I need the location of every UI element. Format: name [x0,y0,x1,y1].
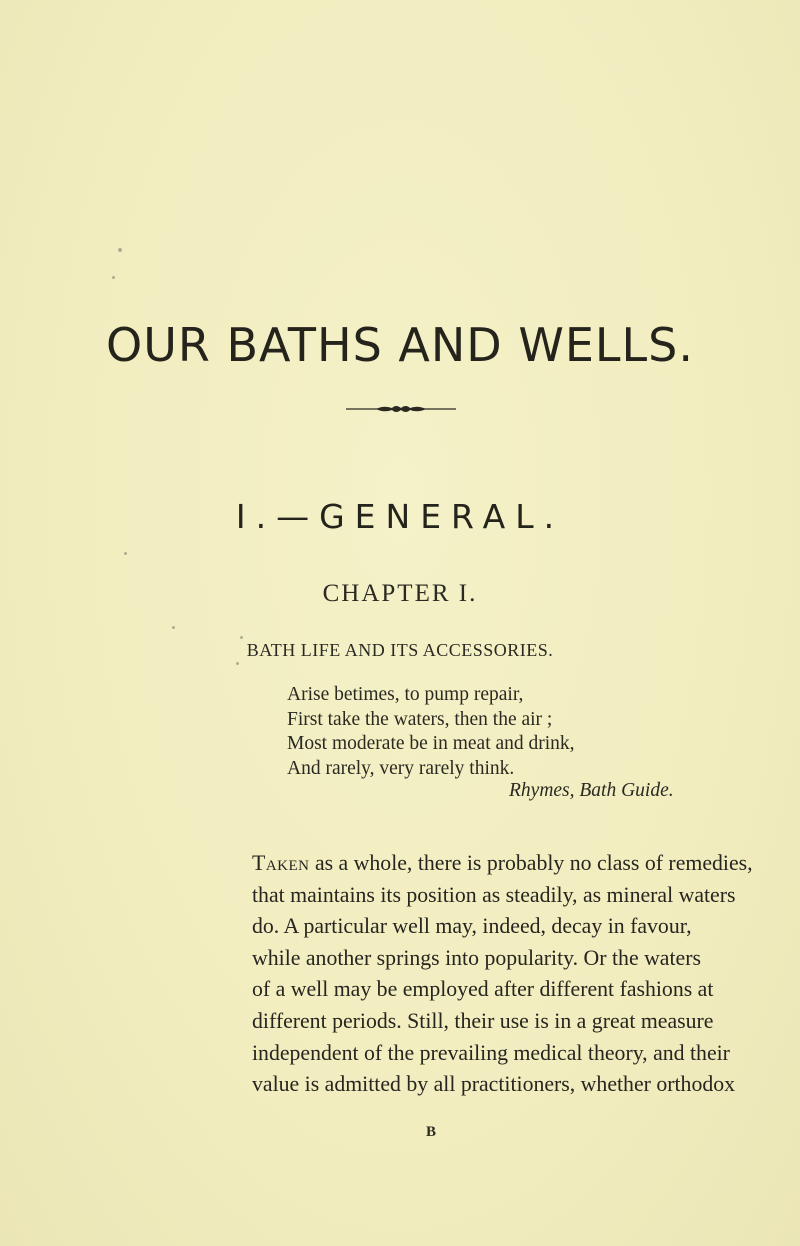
body-line: that maintains its position as steadily, as mineral waters [252,882,736,907]
body-line-text: as a whole, there is probably no class of remedies, [314,851,753,875]
epigraph [287,683,575,781]
epigraph-line: And rarely, very rarely think. [287,757,515,779]
paper-speck [236,662,239,665]
body-line: while another springs into popularity. Or the waters [252,945,701,970]
chapter-heading: CHAPTER I. [322,580,478,607]
signature-mark: B [426,1124,437,1140]
epigraph-source: Rhymes, Bath Guide. [509,780,674,801]
epigraph-line: Most moderate be in meat and drink, [287,733,575,754]
body-paragraph [252,848,753,1101]
paper-speck [118,248,122,252]
opening-word: Taken [252,851,310,875]
part-heading: I.—GENERAL. [235,497,565,536]
body-line: value is admitted by all practitioners, whether orthodox [252,1072,736,1097]
body-line: independent of the prevailing medical theory, and their [252,1040,730,1065]
paper-speck [240,636,243,639]
book-title: OUR BATHS AND WELLS. [106,318,694,372]
paper-speck [124,552,127,555]
body-line: do. A particular well may, indeed, decay in favour, [252,914,692,939]
body-line [252,848,753,880]
epigraph-line: Arise betimes, to pump repair, [287,684,524,705]
body-line: different periods. Still, their use is in a great measure [252,1008,714,1033]
ornament-divider [346,403,456,415]
paper-speck [172,626,175,629]
paper-speck [112,276,115,279]
chapter-subtitle: BATH LIFE AND ITS ACCESSORIES. [246,640,554,660]
body-line: of a well may be employed after different fashions at [252,977,714,1002]
epigraph-line: First take the waters, then the air ; [287,708,553,730]
